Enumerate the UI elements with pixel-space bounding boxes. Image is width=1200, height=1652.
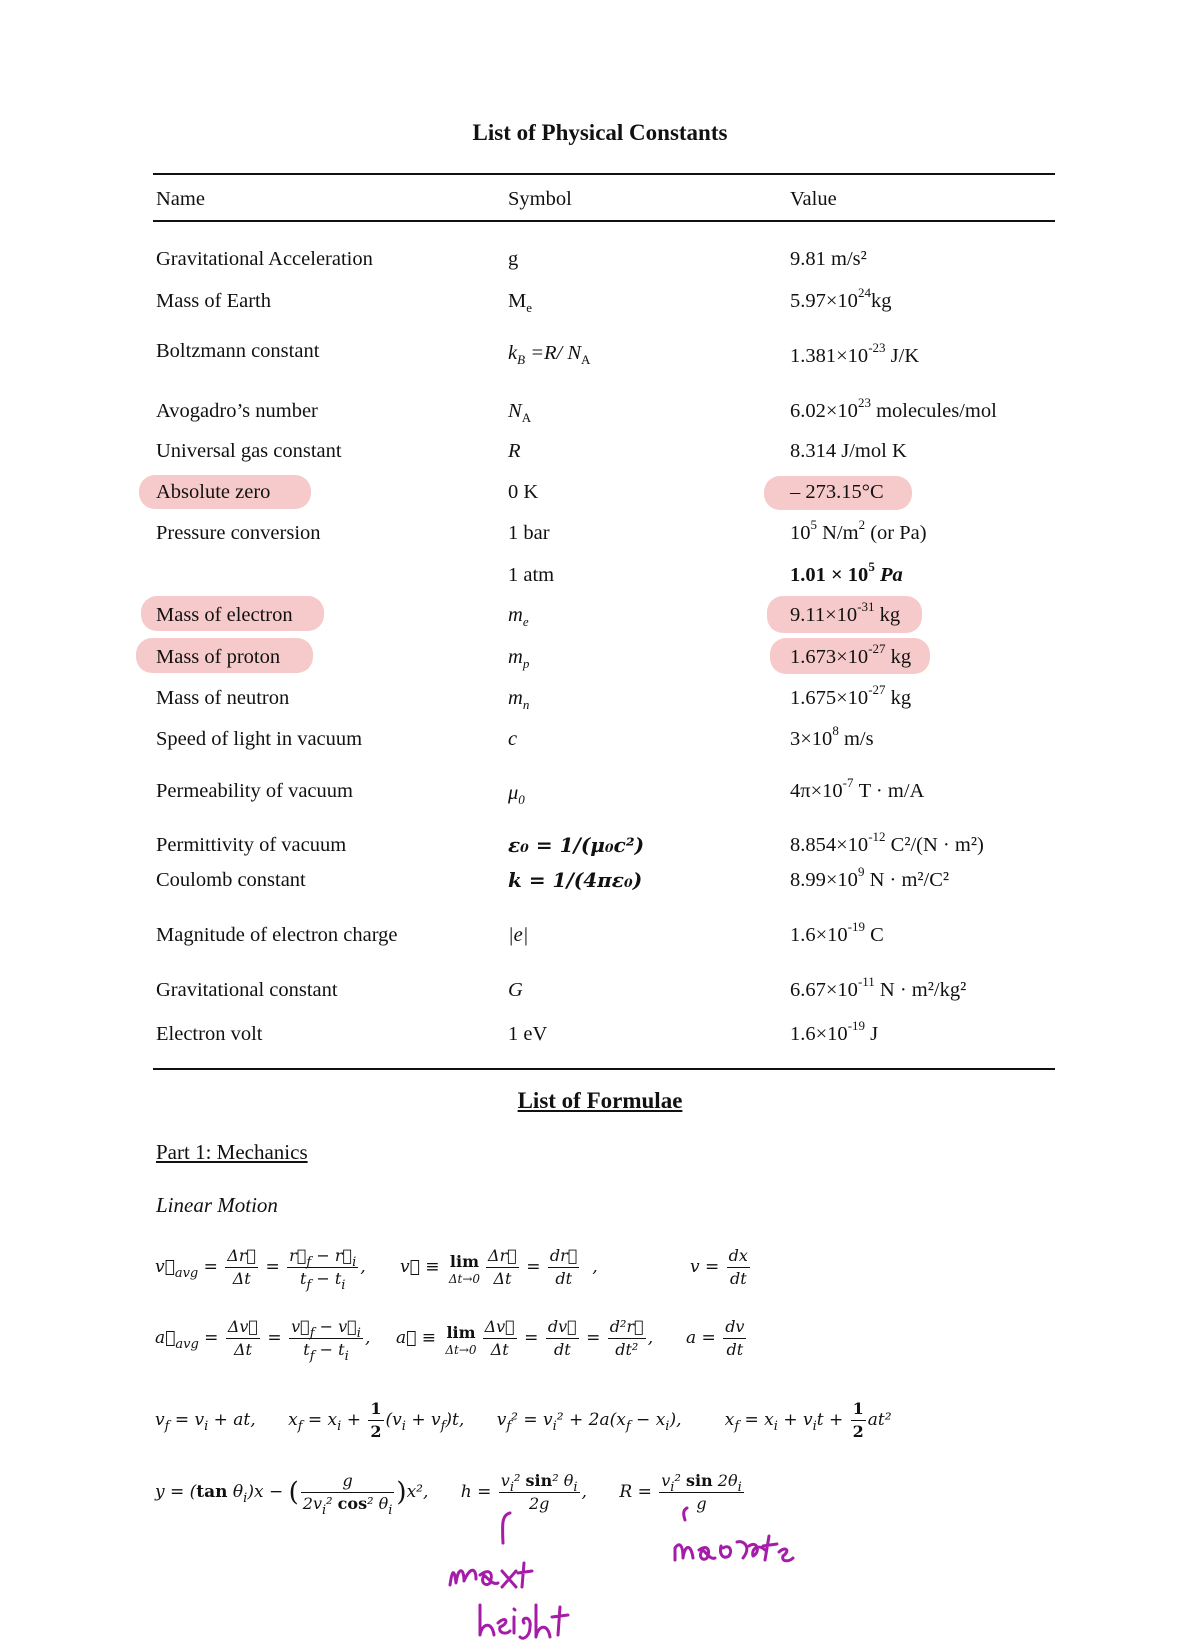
row-name: Gravitational constant <box>156 979 338 1001</box>
handwritten-max-range-note <box>665 1500 815 1580</box>
header-rule <box>153 220 1055 222</box>
row-value: $5.97\times 10^{24}kg$ <box>790 285 892 312</box>
equation-a-avg: $a⃗_{avg}$ = $\frac{\Delta v⃗}{\Delta t}$ = $\frac{v⃗_f - v⃗_i}{t_f - t_i}$ , <box>155 1317 371 1364</box>
row-symbol: $\mu_0$ <box>508 782 525 807</box>
row-symbol: k = 1/(4πε₀) <box>508 868 643 892</box>
header-name: Name <box>156 188 205 210</box>
row-name: Mass of proton <box>156 646 281 668</box>
row-symbol: 1 bar <box>508 522 550 544</box>
row-symbol: R <box>508 440 521 462</box>
row-name: Speed of light in vacuum <box>156 728 363 750</box>
handwritten-max-height-note <box>440 1505 600 1645</box>
row-value: $8.854\times 10^{-12}$ C²/(N · m²) <box>790 829 984 856</box>
row-symbol: $m_e$ <box>508 604 529 629</box>
table-bottom-rule <box>153 1068 1055 1070</box>
row-symbol: ε₀ = 1/(μ₀c²) <box>508 833 645 857</box>
equation-v-avg: $v⃗_{avg}$ = $\frac{\Delta r⃗}{\Delta t}$ = $\frac{r⃗_f - r⃗_i}{t_f - t_i}$ , <box>155 1246 366 1293</box>
row-value: 8.314 J/mol K <box>790 440 907 462</box>
equation-v-inst: v⃗ ≡ lim Δt→0 $\frac{\Delta r⃗}{\Delta t}$ = $\frac{dr⃗}{dt}$ , <box>400 1246 598 1288</box>
row-symbol: $M_e$ <box>508 290 533 315</box>
row-value: $8.99\times 10^9$ N · m²/C² <box>790 864 950 891</box>
equation-projectile: y = (tan $\theta_i)x$ − ( $\frac{g}{2v_i^2 \cos^2 \theta_i}$ )x², h = $\frac{v_i^2 \sin^2 \theta_i}{2g}$ , R = $\frac{v_i^2 \sin 2\theta_i}{g}$ <box>155 1471 742 1518</box>
subsection-heading: Linear Motion <box>156 1193 278 1217</box>
row-symbol: c <box>508 728 518 750</box>
row-name: Mass of electron <box>156 604 293 626</box>
row-symbol: $m_n$ <box>508 687 530 712</box>
row-value: $9.11\times 10^{-31}$ kg <box>790 599 901 626</box>
row-value: $4\pi\times 10^{-7}$ T · m/A <box>790 775 925 802</box>
part-heading: Part 1: Mechanics <box>156 1140 308 1164</box>
row-value: $6.67\times 10^{-11}$ N · m²/kg² <box>790 974 967 1001</box>
table-top-rule <box>153 173 1055 175</box>
row-value: 9.81 m/s² <box>790 248 867 270</box>
row-name: Gravitational Acceleration <box>156 248 373 270</box>
row-symbol: $m_p$ <box>508 646 530 671</box>
formulae-title: List of Formulae <box>517 1088 683 1113</box>
row-name: Magnitude of electron charge <box>156 924 398 946</box>
row-name: Electron volt <box>156 1023 263 1045</box>
row-value: – 273.15°C <box>790 481 884 503</box>
row-value: $1.675\times 10^{-27}$ kg <box>790 682 912 709</box>
row-symbol: $k_B =R/$ $N_A$ <box>508 342 591 367</box>
row-symbol: G <box>508 979 523 1001</box>
row-value: $1.01 \times 10^5$ Pa <box>790 559 903 586</box>
constants-title: List of Physical Constants <box>472 120 728 145</box>
row-symbol: g <box>508 248 519 270</box>
row-name: Permeability of vacuum <box>156 780 353 802</box>
row-value: $1.673\times 10^{-27}$ kg <box>790 641 912 668</box>
equation-a-inst: a⃗ ≡ lim Δt→0 $\frac{\Delta v⃗}{\Delta t}$ = $\frac{dv⃗}{dt}$ = $\frac{\text{d²r⃗}}{\text{dt²}}$ , <box>396 1317 654 1359</box>
header-value: Value <box>790 188 837 210</box>
row-value: $10^5$ $N/m^2$ (or Pa) <box>790 517 927 544</box>
header-symbol: Symbol <box>508 188 572 210</box>
equation-a-scalar: a = $\frac{dv}{dt}$ <box>686 1317 745 1359</box>
row-name: Mass of neutron <box>156 687 290 709</box>
row-value: $1.381\times 10^{-23}$ J/K <box>790 340 920 367</box>
equation-kinematics: $v_f = v_i$ + at, $x_f = x_i$ + $\frac{1}{2}$ $(v_i + v_f)t$, $v_f^2 = v_i^2 + 2a(x_f - x_i)$, $x_f = x_i + v_it$ + $\frac{1}{2}$ at² <box>155 1399 892 1441</box>
row-symbol: 1 eV <box>508 1023 548 1045</box>
row-value: $3\times 10^8$ m/s <box>790 723 874 750</box>
row-value: $1.6\times 10^{-19}$ C <box>790 919 884 946</box>
row-value: $1.6\times 10^{-19}$ J <box>790 1018 879 1045</box>
row-name: Pressure conversion <box>156 522 321 544</box>
row-name: Coulomb constant <box>156 869 306 891</box>
row-value: $6.02\times 10^{23}$ molecules/mol <box>790 395 997 422</box>
row-symbol: |e| <box>508 924 529 946</box>
row-symbol: 0 K <box>508 481 539 503</box>
row-name: Permittivity of vacuum <box>156 834 347 856</box>
equation-v-scalar: v = $\frac{dx}{dt}$ <box>690 1246 748 1288</box>
row-name: Mass of Earth <box>156 290 272 312</box>
row-name: Avogadro’s number <box>156 400 318 422</box>
row-name: Boltzmann constant <box>156 340 320 362</box>
row-symbol: $N_A$ <box>508 400 532 425</box>
row-name: Absolute zero <box>156 481 271 503</box>
row-symbol: 1 atm <box>508 564 555 586</box>
row-name: Universal gas constant <box>156 440 342 462</box>
